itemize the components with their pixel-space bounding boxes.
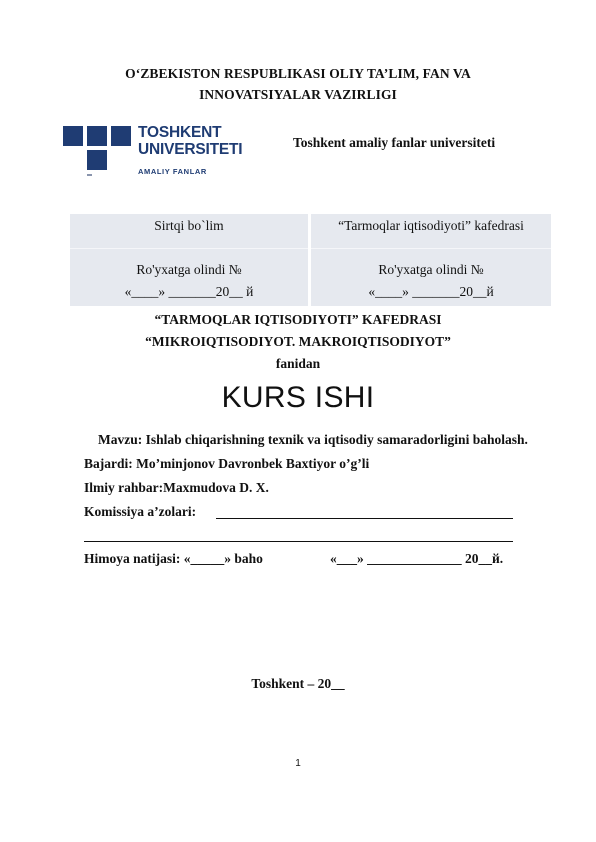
registration-table <box>70 214 551 306</box>
topic: Mavzu: Ishlab chiqarishning texnik va iqtisodiy samaradorligini baholash. <box>98 432 528 447</box>
city-year: Toshkent – 20__ <box>251 676 345 691</box>
logo-subtitle: AMALIY FANLAR <box>138 167 207 176</box>
left-date: «____» _______20__ й <box>124 284 254 299</box>
right-header: “Tarmoqlar iqtisodiyoti” kafedrasi <box>338 218 524 233</box>
logo-title-line-2: UNIVERSITETI <box>138 141 243 158</box>
table-row-divider <box>70 248 551 249</box>
supervisor: Ilmiy rahbar:Maxmudova D. X. <box>84 480 269 495</box>
department-title: “TARMOQLAR IQTISODIYOTI” KAFEDRASI <box>154 312 442 327</box>
subject-title: “MIKROIQTISODIYOT. MAKROIQTISODIYOT” <box>145 334 451 349</box>
commission-label: Komissiya a’zolari: <box>84 504 197 519</box>
left-header: Sirtqi bo`lim <box>154 218 224 233</box>
defense-date: «___» ______________ 20__й. <box>330 551 504 566</box>
defense-result: Himoya natijasi: «_____» baho <box>84 551 263 566</box>
right-date: «____» _______20__й <box>368 284 494 299</box>
university-logo-icon <box>63 126 133 176</box>
author: Bajardi: Mo’minjonov Davronbek Baxtiyor o’g’li <box>84 456 370 471</box>
commission-line-2 <box>84 541 513 542</box>
document-type-title: KURS ISHI <box>221 381 375 414</box>
logo-title-line-1: TOSHKENT <box>138 124 222 141</box>
right-received: Ro'yxatga olindi № <box>378 262 484 277</box>
page-number: 1 <box>295 758 301 769</box>
ministry-line-1: O‘ZBEKISTON RESPUBLIKASI OLIY TA’LIM, FAN VA <box>125 66 471 81</box>
subject-suffix: fanidan <box>275 356 321 371</box>
left-received: Ro'yxatga olindi № <box>136 262 242 277</box>
ministry-line-2: INNOVATSIYALAR VAZIRLIGI <box>199 87 397 102</box>
commission-line-1 <box>216 518 513 519</box>
university-name: Toshkent amaliy fanlar universiteti <box>293 135 496 150</box>
